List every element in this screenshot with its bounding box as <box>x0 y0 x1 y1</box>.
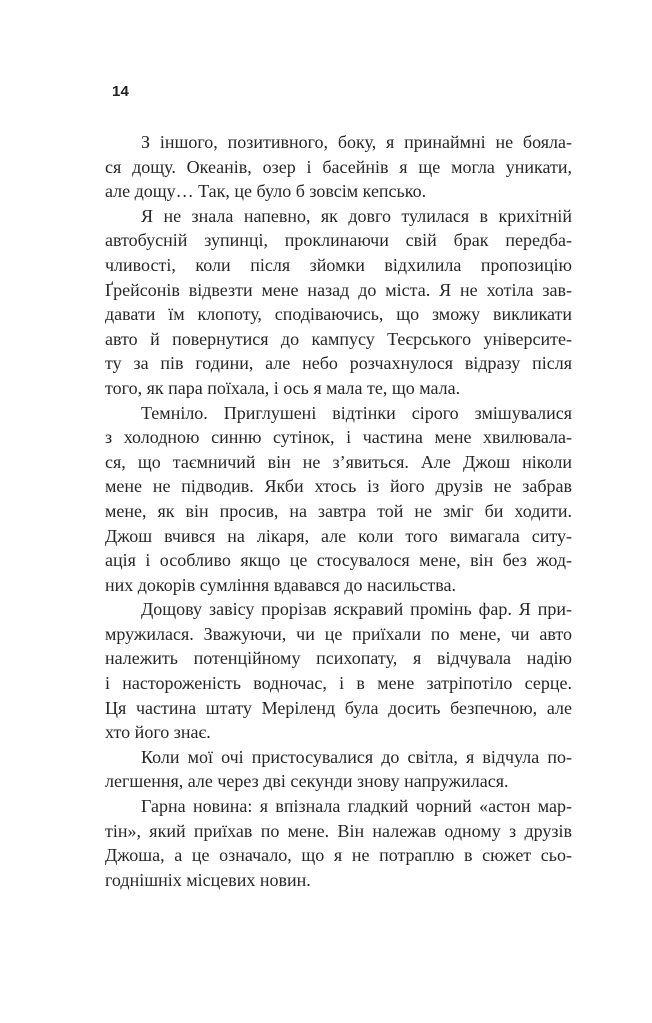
paragraph-3 <box>105 401 572 598</box>
text-line: тін», який приїхав по мене. Він належав одному з друзів <box>105 820 572 841</box>
text-line: ація і особливо якщо це стосувалося мене, він без жод- <box>105 550 572 571</box>
text-line: З іншого, позитивного, боку, я принаймні не бояла- <box>141 132 572 152</box>
paragraph-4 <box>105 597 572 745</box>
text-line: них докорів сумління вдавався до насильства. <box>105 574 456 595</box>
text-line: легшення, але через дві секунди знову напружилася. <box>105 771 509 792</box>
text-line: Ґрейсонів відвезти мене назад до міста. Я не хотіла зав- <box>105 279 572 300</box>
text-line: Дощову завісу прорізав яскравий промінь фар. Я при- <box>141 599 572 620</box>
text-line: Джош вчився на лікаря, але коли того вимагала ситу- <box>105 525 572 546</box>
text-line: того, як пара поїхала, і ось я мала те, що мала. <box>105 377 461 398</box>
paragraph-1 <box>105 130 572 204</box>
paragraph-2 <box>105 204 572 401</box>
page-number: 14 <box>112 83 130 100</box>
text-line: ту за пів години, але небо розчахнулося відразу після <box>105 353 572 374</box>
text-line: Я не знала напевно, як довго тулилася в крихітній <box>141 205 572 226</box>
text-line: годнішніх місцевих новин. <box>105 869 311 890</box>
text-line: Темніло. Приглушені відтінки сірого змішувалися <box>141 402 572 423</box>
text-line: мене не підводив. Якби хтось із його друзів не забрав <box>105 476 572 497</box>
text-line: належить потенційному психопату, я відчувала надію <box>105 648 572 669</box>
text-block <box>105 130 572 892</box>
text-line: Коли мої очі пристосувалися до світла, я відчула по- <box>141 746 572 767</box>
text-line: авто й повернутися до кампусу Теєрського університе- <box>105 328 572 349</box>
text-line: ся, що таємничий він не з’явиться. Але Джош ніколи <box>105 451 572 472</box>
text-line: мене, як він просив, на завтра той не зміг би ходити. <box>105 500 572 521</box>
text-line: ся дощу. Океанів, озер і басейнів я ще могла уникати, <box>105 156 572 177</box>
text-line: але дощу… Так, це було б зовсім кепсько. <box>105 181 427 202</box>
text-line: і настороженість водночас, і в мене затріпотіло серце. <box>105 673 572 694</box>
text-line: Ця частина штату Меріленд була досить безпечною, але <box>105 697 572 718</box>
text-line: Джоша, а це означало, що я не потраплю в сюжет сьо- <box>105 845 572 866</box>
text-line: давати їм клопоту, сподіваючись, що зможу викликати <box>105 304 572 325</box>
paragraph-6 <box>105 794 572 892</box>
text-line: чливості, коли після зйомки відхилила пропозицію <box>105 254 572 275</box>
text-line: з холодною синню сутінок, і частина мене хвилювала- <box>105 427 572 448</box>
text-line: Гарна новина: я впізнала гладкий чорний «астон мар- <box>141 796 572 817</box>
text-line: хто його знає. <box>105 722 211 743</box>
text-line: мружилася. Зважуючи, чи це приїхали по мене, чи авто <box>105 623 572 644</box>
text-line: автобусній зупинці, проклинаючи свій брак передба- <box>105 230 572 251</box>
paragraph-5 <box>105 745 572 794</box>
